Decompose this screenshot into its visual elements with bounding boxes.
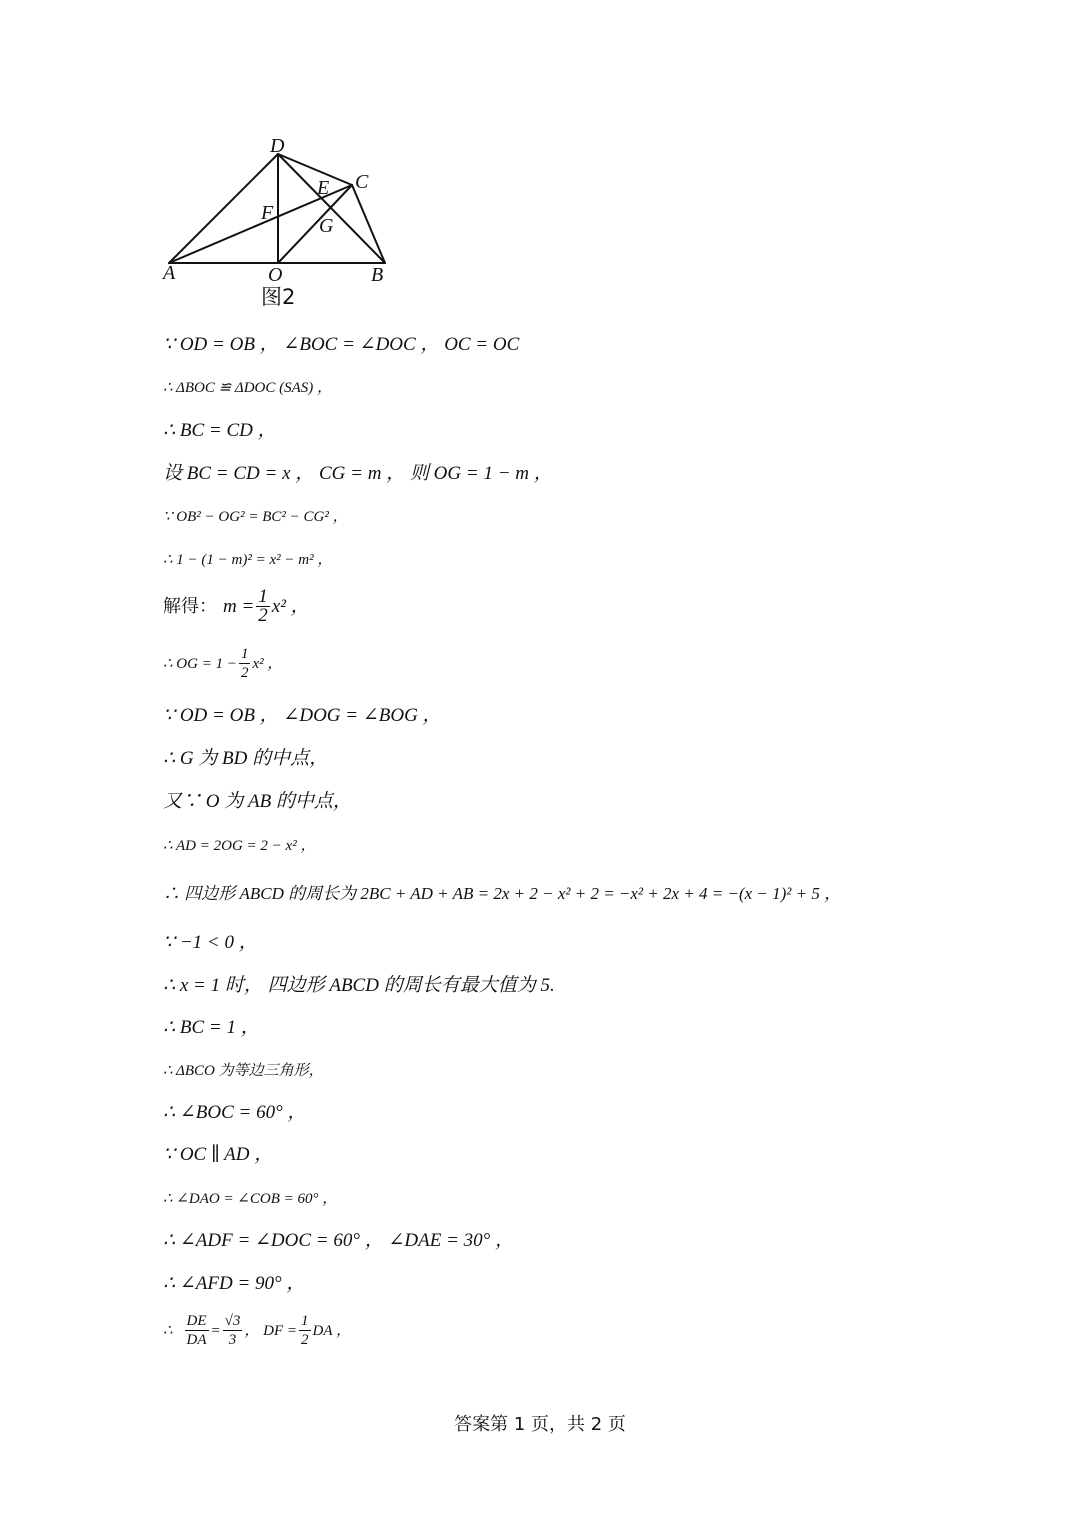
line-3: ∴ BC = CD ， <box>163 420 277 441</box>
line-20: ∴ ∠DAO = ∠COB = 60° ， <box>163 1191 338 1207</box>
label-c: C <box>355 171 369 193</box>
segment-cb <box>352 185 385 263</box>
label-e: E <box>317 177 330 199</box>
fraction-root3-3: $\frac{√3}{3}$ <box>224 1313 241 1348</box>
line-6: ∴ 1 − (1 − m)² = x² − m² ， <box>163 552 333 568</box>
label-o: O <box>268 264 283 286</box>
line-7: 解得： m = $\frac{1}{2}$ x² ， <box>163 586 310 626</box>
line-18: ∴ ∠BOC = 60° ， <box>163 1102 307 1123</box>
line-11: 又∵ O 为 AB 的中点， <box>163 791 352 812</box>
figure-svg <box>155 128 405 313</box>
fraction-half-2: $\frac{1}{2}$ <box>240 646 249 681</box>
line-17: ∴ ΔBCO 为等边三角形， <box>163 1063 324 1079</box>
page-footer: 答案第 1 页，共 2 页 <box>454 1414 626 1435</box>
line-19: ∵ OC ∥ AD ， <box>163 1144 274 1165</box>
label-d: D <box>270 135 285 157</box>
line-16: ∴ BC = 1 ， <box>163 1017 260 1038</box>
line-21: ∴ ∠ADF = ∠DOC = 60° ， ∠DAE = 30° ， <box>163 1230 514 1251</box>
figure-caption: 图2 <box>261 285 296 309</box>
line-1: ∵ OD = OB ， ∠BOC = ∠DOC ， OC = OC <box>163 334 520 355</box>
line-10: ∴ G 为 BD 的中点， <box>163 748 329 769</box>
fraction-half: $\frac{1}{2}$ <box>258 586 268 626</box>
line-13: ∴ 四边形 ABCD 的周长为 2BC + AD + AB = 2x + 2 − x² + 2 = −x² + 2x + 4 = −(x − 1)² + 5 ， <box>163 884 842 903</box>
line-4: 设 BC = CD = x ， CG = m ， 则 OG = 1 − m ， <box>163 463 553 484</box>
line-9: ∵ OD = OB ， ∠DOG = ∠BOG ， <box>163 705 442 726</box>
line-14: ∵ −1 < 0 ， <box>163 932 258 953</box>
line-5: ∵ OB² − OG² = BC² − CG² ， <box>163 509 348 525</box>
geometry-figure <box>155 128 405 313</box>
segment-dc <box>278 154 352 185</box>
line-22: ∴ ∠AFD = 90° ， <box>163 1273 306 1294</box>
fraction-half-3: $\frac{1}{2}$ <box>301 1313 309 1348</box>
label-g: G <box>319 215 334 237</box>
line-2: ∴ ΔBOC ≌ ΔDOC (SAS) ， <box>163 380 333 396</box>
label-f: F <box>261 202 274 224</box>
label-b: B <box>371 264 384 286</box>
line-8: ∴ OG = 1 − $\frac{1}{2}$ x² ， <box>163 646 283 681</box>
line-23: ∴ $\frac{DE}{DA}$ = $\frac{√3}{3}$ ， DF = $\frac{1}{2}$ DA ， <box>163 1313 352 1348</box>
segment-oc <box>278 185 352 263</box>
line-12: ∴ AD = 2OG = 2 − x² ， <box>163 838 316 854</box>
line-15: ∴ x = 1 时， 四边形 ABCD 的周长有最大值为 5. <box>163 975 555 996</box>
label-a: A <box>163 262 176 284</box>
fraction-de-da: $\frac{DE}{DA}$ <box>186 1313 207 1348</box>
